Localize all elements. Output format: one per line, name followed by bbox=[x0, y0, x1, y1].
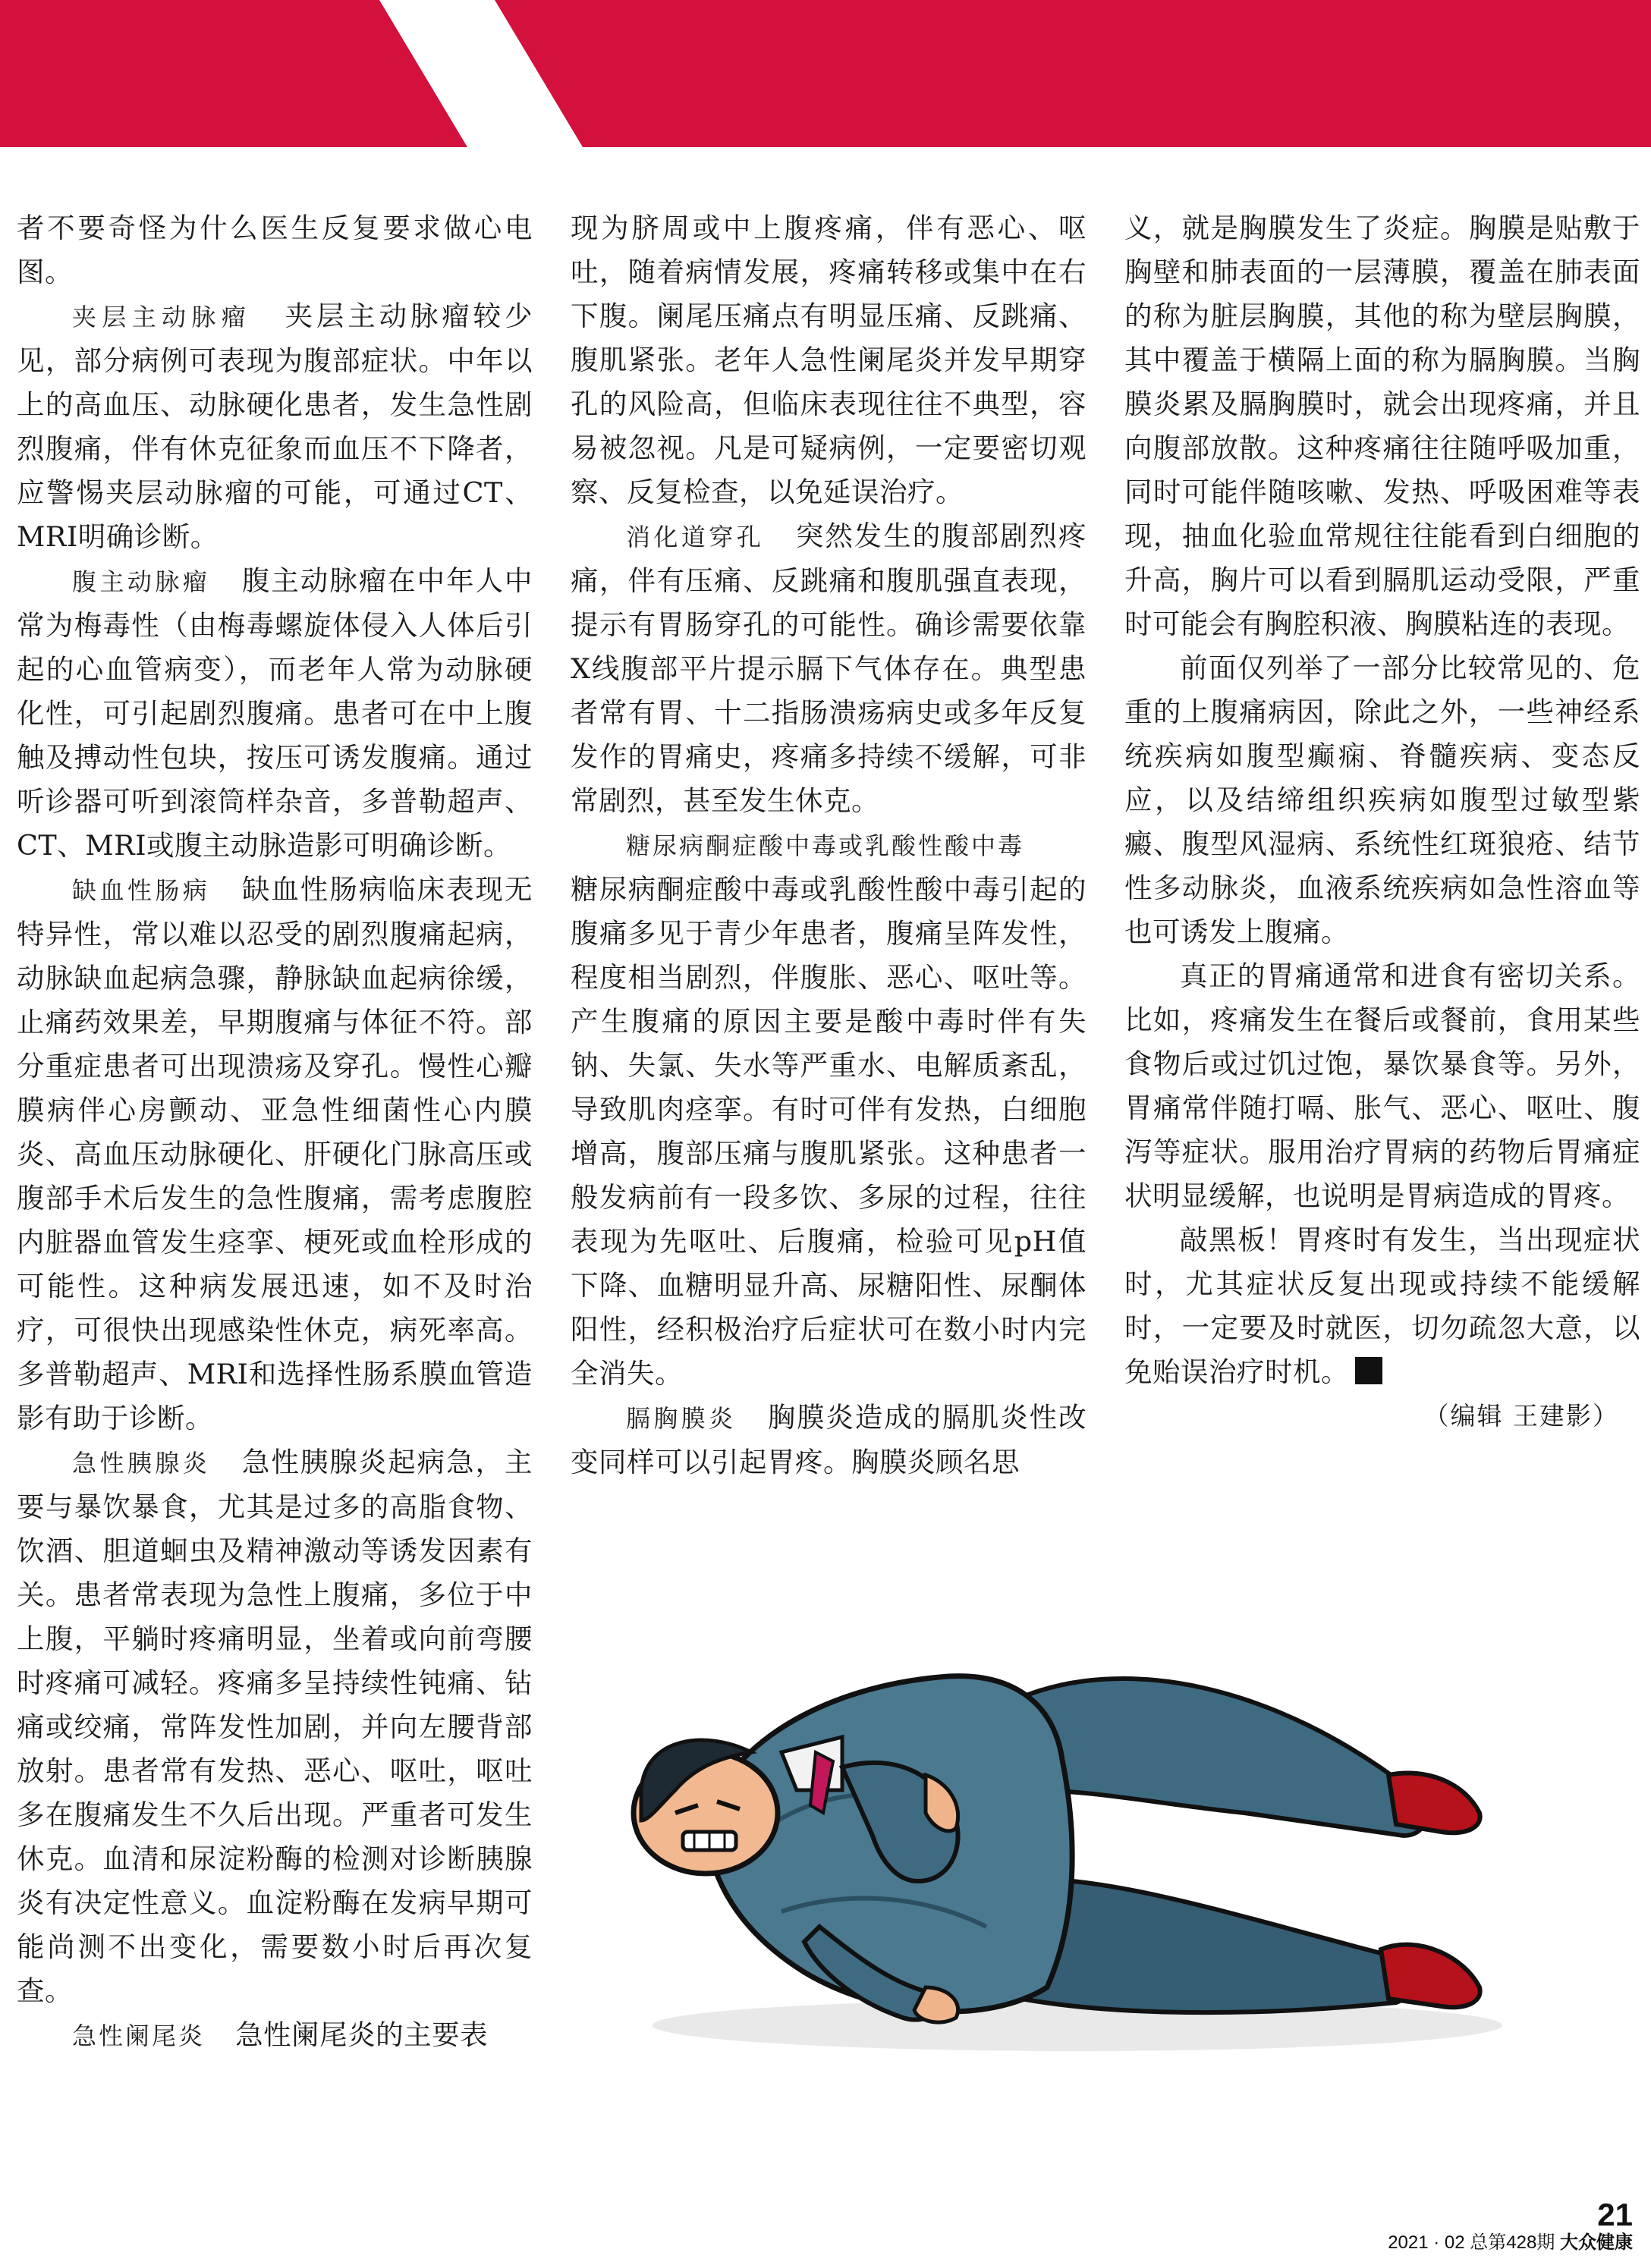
section-lead: 缺血性肠病 bbox=[72, 876, 211, 905]
section-lead: 消化道穿孔 bbox=[626, 523, 765, 551]
banner-diagonal-stripe bbox=[0, 0, 1651, 147]
paragraph: 义，就是胸膜发生了炎症。胸膜是贴敷于胸壁和肺表面的一层薄膜，覆盖在肺表面的称为脏层胸膜，其他的称为壁层胸膜，其中覆盖于横隔上面的称为膈胸膜。当胸膜炎累及膈胸膜时，就会出现疼痛，并且向腹部放散。这种疼痛往往随呼吸加重，同时可能伴随咳嗽、发热、呼吸困难等表现，抽血化验血常规往往能看到白细胞的升高，胸片可以看到膈肌运动受限，严重时可能会有胸腔积液、胸膜粘连的表现。 bbox=[1124, 212, 1640, 640]
section-lead: 急性胰腺炎 bbox=[72, 1449, 211, 1478]
section-lead: 糖尿病酮症酸中毒或乳酸性酸中毒 bbox=[626, 831, 1025, 860]
paragraph: 糖尿病酮症酸中毒或乳酸性酸中毒引起的腹痛多见于青少年患者，腹痛呈阵发性，程度相当剧烈，伴腹胀、恶心、呕吐等。产生腹痛的原因主要是酸中毒时伴有失钠、失氯、失水等严重水、电解质紊乱，导致肌肉痉挛。有时可伴有发热，白细胞增高，腹部压痛与腹肌紧张。这种患者一般发病前有一段多饮、多尿的过程，往往表现为先呕吐、后腹痛，检验可见pH值下降、血糖明显升高、尿糖阳性、尿酮体阳性，经积极治疗后症状可在数小时内完全消失。 bbox=[571, 873, 1087, 1390]
man-lying-with-abdominal-pain-illustration bbox=[592, 1563, 1548, 2078]
page-number: 21 bbox=[1597, 2197, 1633, 2232]
end-mark-icon bbox=[1355, 1357, 1382, 1384]
section-lead: 急性阑尾炎 bbox=[72, 2021, 206, 2050]
paragraph: 夹层主动脉瘤 夹层主动脉瘤较少见，部分病例可表现为腹部症状。中年以上的高血压、动脉硬化患者，发生急性剧烈腹痛，伴有休克征象而血压不下降者，应警惕夹层动脉瘤的可能，可通过CT、MRI明确诊断。 bbox=[17, 300, 533, 553]
paragraph: 现为脐周或中上腹疼痛，伴有恶心、呕吐，随着病情发展，疼痛转移或集中在右下腹。阑尾压痛点有明显压痛、反跳痛、腹肌紧张。老年人急性阑尾炎并发早期穿孔的风险高，但临床表现往往不典型，容易被忽视。凡是可疑病例，一定要密切观察、反复检查，以免延误治疗。 bbox=[571, 212, 1087, 508]
paragraph: 消化道穿孔 突然发生的腹部剧烈疼痛，伴有压痛、反跳痛和腹肌强直表现，提示有胃肠穿孔的可能性。确诊需要依靠X线腹部平片提示膈下气体存在。典型患者常有胃、十二指肠溃疡病史或多年反复发作的胃痛史，疼痛多持续不缓解，可非常剧烈，甚至发生休克。 bbox=[571, 520, 1087, 817]
top-banner bbox=[0, 0, 1651, 147]
section-lead: 夹层主动脉瘤 bbox=[72, 303, 252, 331]
column-2 bbox=[571, 206, 1087, 1484]
paragraph: 敲黑板！胃疼时有发生，当出现症状时，尤其症状反复出现或持续不能缓解时，一定要及时就医，切勿疏忽大意，以免贻误治疗时机。 bbox=[1124, 1224, 1640, 1388]
section-lead: 膈胸膜炎 bbox=[626, 1404, 737, 1433]
paragraph: 者不要奇怪为什么医生反复要求做心电图。 bbox=[17, 212, 533, 288]
paragraph: 膈胸膜炎 胸膜炎造成的膈肌炎性改变同样可以引起胃疼。胸膜炎顾名思 bbox=[571, 1401, 1087, 1478]
column-1 bbox=[17, 206, 533, 2058]
paragraph: 缺血性肠病 缺血性肠病临床表现无特异性，常以难以忍受的剧烈腹痛起病，动脉缺血起病急骤，静脉缺血起病徐缓，止痛药效果差，早期腹痛与体征不符。部分重症患者可出现溃疡及穿孔。慢性心瓣膜病伴心房颤动、亚急性细菌性心内膜炎、高血压动脉硬化、肝硬化门脉高压或腹部手术后发生的急性腹痛，需考虑腹腔内脏器血管发生痉挛、梗死或血栓形成的可能性。这种病发展迅速，如不及时治疗，可很快出现感染性休克，病死率高。多普勒超声、MRI和选择性肠系膜血管造影有助于诊断。 bbox=[17, 873, 533, 1434]
issue-line bbox=[1388, 2232, 1633, 2254]
section-lead: 腹主动脉瘤 bbox=[72, 567, 211, 596]
paragraph: 急性阑尾炎 急性阑尾炎的主要表 bbox=[72, 2018, 489, 2051]
issue-info: 2021 · 02 总第428期 bbox=[1388, 2232, 1555, 2253]
paragraph: 真正的胃痛通常和进食有密切关系。比如，疼痛发生在餐后或餐前，食用某些食物后或过饥过饱，暴饮暴食等。另外，胃痛常伴随打嗝、胀气、恶心、呕吐、腹泻等症状。服用治疗胃病的药物后胃痛症状明显缓解，也说明是胃病造成的胃疼。 bbox=[1124, 960, 1640, 1212]
paragraph: 前面仅列举了一部分比较常见的、危重的上腹痛病因，除此之外，一些神经系统疾病如腹型癫痫、脊髓疾病、变态反应，以及结缔组织疾病如腹型过敏型紫癜、腹型风湿病、系统性红斑狼疮、结节性多动脉炎，血液系统疾病如急性溶血等也可诱发上腹痛。 bbox=[1124, 652, 1640, 948]
paragraph bbox=[571, 823, 1087, 868]
paragraph: 急性胰腺炎 急性胰腺炎起病急，主要与暴饮暴食，尤其是过多的高脂食物、饮酒、胆道蛔虫及精神激动等诱发因素有关。患者常表现为急性上腹痛，多位于中上腹，平躺时疼痛明显，坐着或向前弯腰时疼痛可减轻。疼痛多呈持续性钝痛、钻痛或绞痛，常阵发性加剧，并向左腰背部放射。患者常有发热、恶心、呕吐，呕吐多在腹痛发生不久后出现。严重者可发生休克。血清和尿淀粉酶的检测对诊断胰腺炎有决定性意义。血淀粉酶在发病早期可能尚测不出变化，需要数小时后再次复查。 bbox=[17, 1446, 533, 2007]
paragraph: 腹主动脉瘤 腹主动脉瘤在中年人中常为梅毒性（由梅毒螺旋体侵入人体后引起的心血管病变），而老年人常为动脉硬化性，可引起剧烈腹痛。患者可在中上腹触及搏动性包块，按压可诱发腹痛。通过听诊器可听到滚筒样杂音，多普勒超声、CT、MRI或腹主动脉造影可明确诊断。 bbox=[17, 564, 533, 862]
column-3 bbox=[1124, 206, 1640, 1438]
editor-credit: （编辑 王建影） bbox=[1423, 1401, 1619, 1431]
page-footer bbox=[1388, 2198, 1633, 2254]
magazine-name: 大众健康 bbox=[1560, 2232, 1633, 2253]
